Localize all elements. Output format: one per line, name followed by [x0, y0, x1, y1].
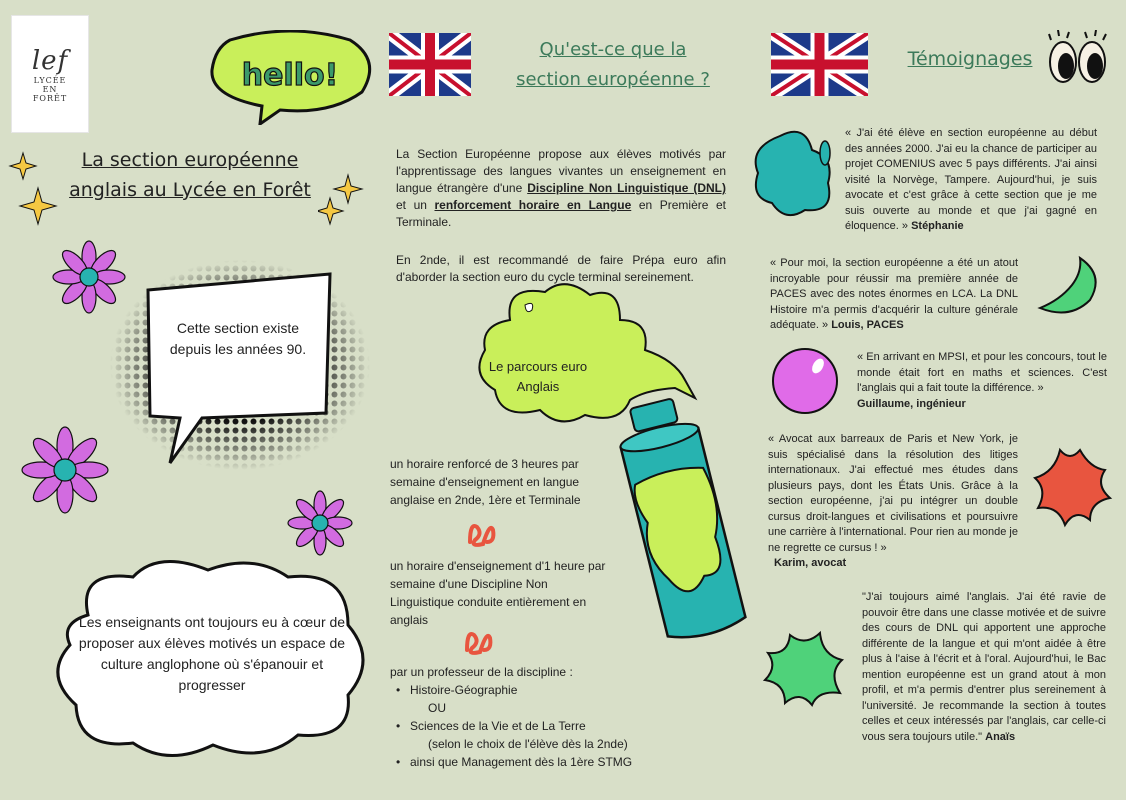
squiggle-icon — [465, 512, 500, 552]
hello-bubble — [200, 30, 380, 125]
green-splat — [760, 625, 850, 710]
green-curve-blob — [1030, 250, 1110, 320]
flower-icon — [285, 488, 355, 558]
flower-icon — [20, 425, 110, 515]
spray-can-icon — [600, 395, 760, 645]
title-line: anglais au Lycée en Forêt — [69, 179, 311, 201]
testimonial-1 — [845, 126, 1097, 235]
logo-lef: lef — [31, 45, 69, 76]
testimonial-author: Anaïs — [985, 730, 1016, 743]
testimonial-2 — [770, 256, 1018, 334]
title-line: La section européenne — [81, 149, 299, 171]
testimonial-5 — [862, 590, 1106, 745]
red-blob — [1030, 440, 1115, 530]
item-dnl: un horaire d'enseignement d'1 heure par semaine d'une Discipline Non Linguistique conduite entièrement en anglais — [390, 559, 606, 627]
testimonial-author: Stéphanie — [911, 220, 964, 232]
testimonial-text: « Pour moi, la section européenne a été un atout incroyable pour réussir ma première année de PACES avec des notes énormes en LCA. La DNL Histoire m'a permis d'acquérir la culture générale adéquate. » — [770, 257, 1018, 331]
title-line: Qu'est-ce que la — [539, 39, 687, 60]
logo-line: LYCÉE — [33, 75, 67, 85]
subject-item: (selon le choix de l'élève dès la 2nde) — [428, 737, 628, 751]
spray-label: Le parcours euro Anglais — [488, 359, 588, 394]
cloud-text: Les enseignants ont toujours eu à cœur de proposer aux élèves motivés un espace de culture anglophone où s'épanouir et progresser — [78, 614, 346, 693]
intro-text: La Section Européenne propose aux élèves motivés par l'apprentissage des langues vivantes un enseignement en langue étrangère d'une — [396, 147, 726, 195]
testimonial-text: « Avocat aux barreaux de Paris et New York, je suis spécialisé dans la résolution des litiges internationaux. J'ai effectué mes études dans plusieurs pays, dont les États Unis. Grâce à la section européenne, j'ai pu intégrer un double cursus droit-langues et civilisations et poursuivre une carrière à l'international. Pour rien au monde je ne regrette ce cursus ! » — [768, 433, 1018, 554]
item-hours: un horaire renforcé de 3 heures par semaine d'enseignement en langue anglaise en 2nde, 1ère et Terminale — [390, 457, 581, 507]
intro-text: en Première et Terminale. — [396, 198, 726, 229]
uk-flag-icon — [771, 33, 868, 96]
teal-blob — [750, 128, 840, 223]
subject-item: • Sciences de la Vie et de La Terre — [390, 717, 670, 735]
testimonial-3 — [857, 350, 1107, 412]
testimonials-title: Témoignages — [907, 48, 1033, 70]
testimonial-text: "J'ai toujours aimé l'anglais. J'ai été ravie de pouvoir être dans une classe motivée et de suivre des cours de DNL qui apportent une approche différente de la langue et qui m'ont aidée à être plus à l'aise à l'écrit et à l'oral. Aujourd'hui, le Bac mention européenne est un grand atout à mon profil, et m'a permis d'entrer plus sereinement à l'université. Je recommande la section à toutes celles et ceux intéressés par l'anglais, car celle-ci vous sera toujours utile." — [862, 591, 1106, 743]
testimonial-author: Karim, avocat — [774, 557, 847, 569]
testimonial-4 — [768, 432, 1018, 572]
page-title — [50, 145, 330, 205]
testimonial-text: « J'ai été élève en section européenne au début des années 2000. J'ai eu la chance de participer au projet COMENIUS avec 5 pays différents. J'ai ainsi visité la Norvège, Tampere. Aujourd'hui, je suis avocate et c'est grâce à cette section que je me suis ouverte au monde et que j'ai gagné en éloquence. » — [845, 127, 1097, 232]
item-teacher: par un professeur de la discipline : — [390, 665, 573, 679]
title-line: section européenne ? — [516, 69, 710, 90]
testimonial-author: Guillaume, ingénieur — [857, 397, 966, 410]
squiggle-icon — [462, 620, 497, 660]
intro-text: et un — [396, 198, 435, 212]
speech-bubble — [140, 268, 340, 468]
logo-line: EN — [42, 84, 58, 94]
testimonial-text: « En arrivant en MPSI, et pour les concours, tout le monde était fort en maths et sciences. C'est l'anglais qui a fait toute la différence. » — [857, 351, 1107, 394]
subjects-list — [390, 681, 670, 771]
subject-item: • ainsi que Management dès la 1ère STMG — [390, 753, 670, 771]
intro-paragraph — [396, 146, 726, 231]
testimonial-author: Louis, PACES — [831, 319, 904, 331]
logo-line: FORÊT — [32, 93, 68, 103]
hello-text: hello! — [241, 58, 339, 93]
renfort-emphasis: renforcement horaire en Langue — [434, 198, 632, 212]
subject-item: • Histoire-Géographie — [390, 681, 670, 699]
dnl-emphasis: Discipline Non Linguistique (DNL) — [527, 181, 726, 195]
uk-flag-icon — [389, 33, 471, 96]
eyes-icon — [1045, 30, 1110, 88]
section-title — [478, 35, 748, 95]
speech-bubble-text: Cette section existe depuis les années 90. — [169, 320, 307, 357]
school-logo — [11, 15, 89, 133]
prepa-paragraph: En 2nde, il est recommandé de faire Prépa euro afin d'aborder la section euro du cycle terminal sereinement. — [396, 253, 726, 284]
pink-bubble — [768, 344, 843, 419]
subject-item: OU — [428, 701, 446, 715]
